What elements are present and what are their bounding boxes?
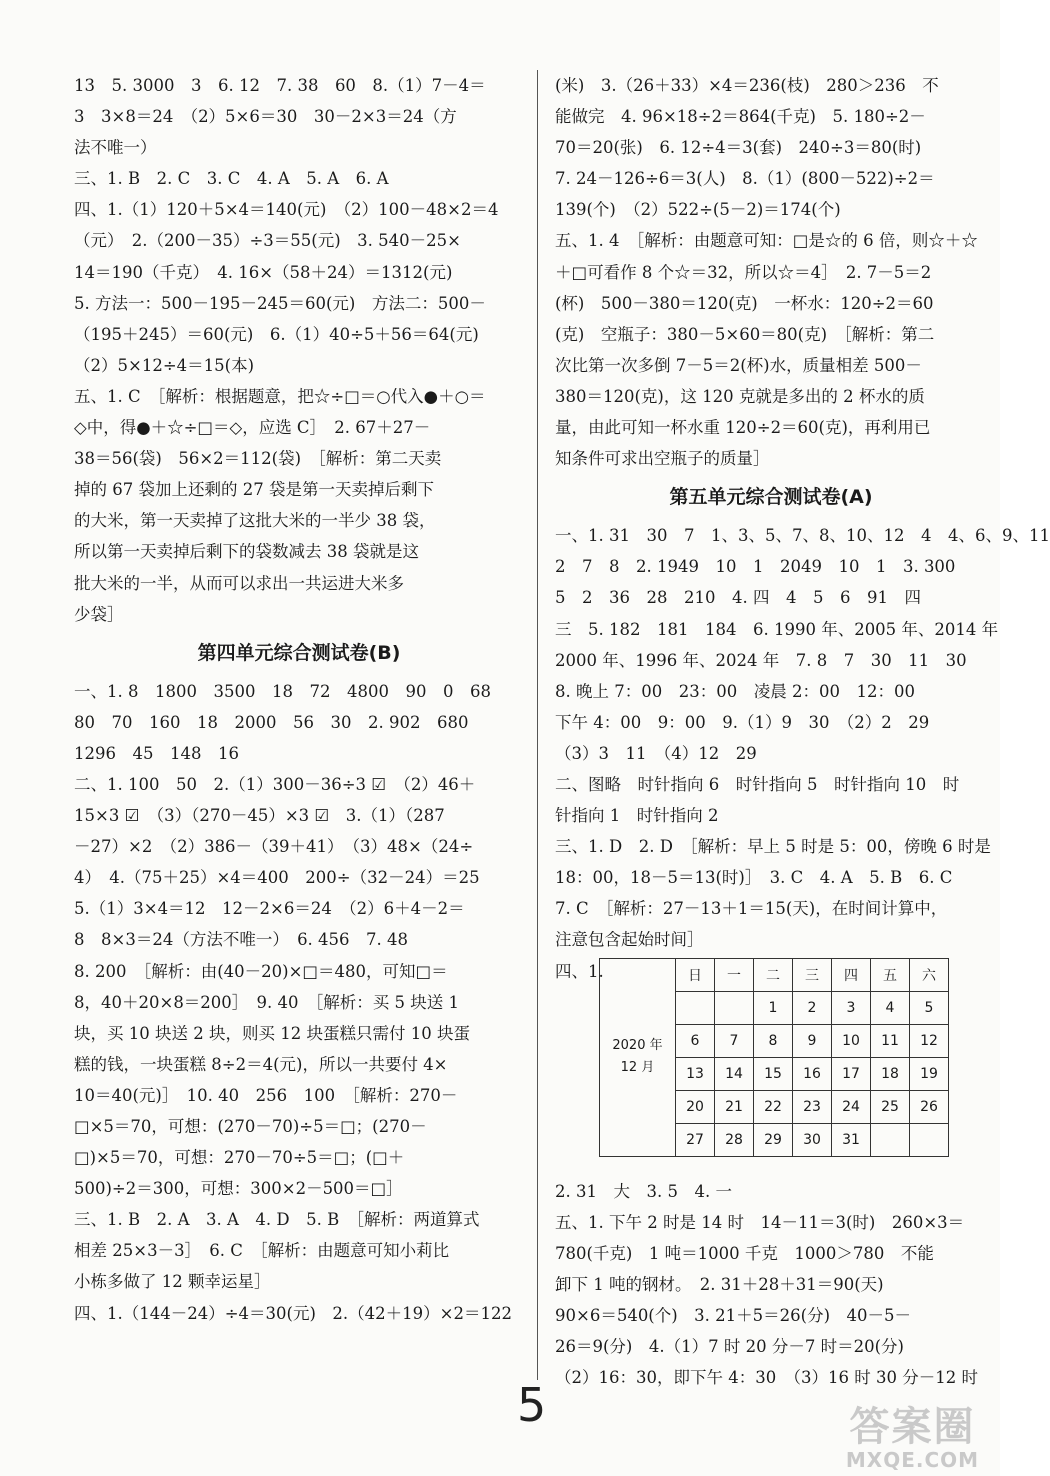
- answer-line: 少袋］: [74, 604, 124, 624]
- calendar-year: 2020 年: [612, 1038, 663, 1054]
- calendar-day-cell: 28: [715, 1123, 754, 1156]
- answer-line: （2）5×12÷4＝15(本): [74, 355, 255, 375]
- answer-line: 1296 45 148 16: [74, 743, 239, 763]
- calendar-day-cell: [676, 991, 715, 1024]
- calendar-day-cell: 12: [910, 1024, 949, 1057]
- answer-line: 法不唯一）: [74, 138, 157, 158]
- calendar-day-cell: 27: [676, 1123, 715, 1156]
- calendar-day-cell: 8: [754, 1024, 793, 1057]
- answer-line: □)×5＝70，可想：270－70÷5＝□；(□＋: [74, 1148, 405, 1168]
- answer-line: 3 3×8＝24 （2）5×6＝30 30－2×3＝24（方: [74, 107, 457, 127]
- calendar-day-cell: 15: [754, 1057, 793, 1090]
- answer-line: □×5＝70，可想：(270－70)÷5＝□；(270－: [74, 1117, 427, 1136]
- answer-line: 二、图略 时针指向 6 时针指向 5 时针指向 10 时: [555, 774, 960, 794]
- answer-line: ◇中，得●＋☆÷□＝◇，应选 C］ 2. 67＋27－: [74, 418, 431, 438]
- answer-line: 量，由此可知一杯水重 120÷2＝60(克)，再利用已: [555, 418, 931, 438]
- calendar-month: 12 月: [620, 1060, 655, 1076]
- answer-line: 次比第一次多倒 7－5＝2(杯)水，质量相差 500－: [555, 355, 922, 375]
- answer-line: 14＝190（千克） 4. 16×（58＋24）＝1312(元): [74, 262, 453, 282]
- answer-line: 相差 25×3－3］ 6. C ［解析：由题意可知小莉比: [74, 1241, 450, 1261]
- watermark-logo: [835, 1405, 990, 1471]
- answer-line: 所以第一天卖掉后剩下的袋数减去 38 袋就是这: [74, 542, 419, 562]
- calendar-day-cell: 4: [871, 991, 910, 1024]
- calendar-weekday-header: 三: [793, 958, 832, 991]
- answer-line: （3）3 11 （4）12 29: [555, 743, 757, 763]
- calendar-day-cell: [715, 991, 754, 1024]
- calendar-day-cell: 13: [676, 1057, 715, 1090]
- right-answers-continued: [555, 70, 987, 474]
- unit-5-test-a-heading: 第五单元综合测试卷(A): [669, 486, 873, 509]
- calendar-day-cell: [871, 1123, 910, 1156]
- calendar-day-cell: 19: [910, 1057, 949, 1090]
- answer-line: 500)÷2＝300，可想：300×2－500＝□］: [74, 1179, 403, 1199]
- answer-line: 2 7 8 2. 1949 10 1 2049 10 1 3. 300: [555, 557, 956, 577]
- answer-line: (米) 3.（26＋33）×4＝236(枝) 280＞236 不: [555, 76, 939, 95]
- answer-line: 90×6＝540(个) 3. 21＋5＝26(分) 40－5－: [555, 1305, 912, 1325]
- column-divider: [537, 70, 538, 1380]
- calendar-day-cell: 22: [754, 1090, 793, 1123]
- right-column: [555, 70, 1050, 1393]
- answer-line: 7. C ［解析：27－13＋1＝15(天)，在时间计算中，: [555, 899, 948, 919]
- calendar-weekday-header: 六: [910, 958, 949, 991]
- answer-line: 8. 晚上 7：00 23：00 凌晨 2：00 12：00: [555, 681, 915, 701]
- left-column: [74, 70, 524, 1329]
- calendar-day-cell: 17: [832, 1057, 871, 1090]
- answer-line: 8，40＋20×8＝200］ 9. 40 ［解析：买 5 块送 1: [74, 992, 460, 1012]
- answer-line: 80 70 160 18 2000 56 30 2. 902 680: [74, 712, 469, 732]
- unit-4-test-b-answers: [74, 676, 524, 1329]
- answer-line: 小栋多做了 12 颗幸运星］: [74, 1272, 271, 1292]
- calendar-day-cell: 29: [754, 1123, 793, 1156]
- answer-line: 能做完 4. 96×18÷2＝864(千克) 5. 180÷2－: [555, 107, 926, 127]
- answer-line: (克) 空瓶子：380－5×60＝80(克) ［解析：第二: [555, 324, 935, 344]
- calendar-question-label: 四、1.: [555, 961, 604, 981]
- calendar-day-cell: 2: [793, 991, 832, 1024]
- answer-line: 26＝9(分) 4.（1）7 时 20 分－7 时＝20(分): [555, 1337, 904, 1356]
- answer-line: (杯) 500－380＝120(克) 一杯水：120÷2＝60: [555, 293, 934, 313]
- answer-line: 五、1. 4 ［解析：由题意可知：□是☆的 6 倍，则☆＋☆: [555, 231, 978, 251]
- calendar-day-cell: 11: [871, 1024, 910, 1057]
- answer-line: ＋□可看作 8 个☆＝32，所以☆＝4］ 2. 7－5＝2: [555, 262, 932, 282]
- calendar-weekday-header: 日: [676, 958, 715, 991]
- answer-line: （195＋245）＝60(元) 6.（1）40÷5＋56＝64(元): [74, 324, 479, 344]
- answer-line: 三、1. D 2. D ［解析：早上 5 时是 5：00，傍晚 6 时是: [555, 837, 991, 857]
- calendar-weekday-header: 二: [754, 958, 793, 991]
- answer-line: 8. 200 ［解析：由(40－20)×□＝480，可知□＝: [74, 961, 448, 981]
- answer-line: 5.（1）3×4＝12 12－2×6＝24 （2）6＋4－2＝: [74, 899, 465, 919]
- answer-line: 掉的 67 袋加上还剩的 27 袋是第一天卖掉后剩下: [74, 480, 434, 500]
- answer-line: 38＝56(袋) 56×2＝112(袋) ［解析：第二天卖: [74, 449, 442, 469]
- left-answers-continued: [74, 70, 524, 630]
- answer-line: 二、1. 100 50 2.（1）300－36÷3 ☑ （2）46＋: [74, 774, 476, 794]
- unit-5-test-a-answers-continued: [555, 1176, 987, 1394]
- answer-line: 三、1. B 2. C 3. C 4. A 5. A 6. A: [74, 169, 389, 189]
- calendar-day-cell: 26: [910, 1090, 949, 1123]
- answer-line: 下午 4：00 9：00 9.（1）9 30 （2）2 29: [555, 712, 930, 732]
- watermark-title: 答案圈: [849, 1404, 976, 1450]
- watermark-url: MXQE.COM: [845, 1448, 980, 1472]
- calendar-weekday-header: 四: [832, 958, 871, 991]
- answer-line: 三 5. 182 181 184 6. 1990 年、2005 年、2014 年: [555, 619, 999, 639]
- answer-line: （元） 2.（200－35）÷3＝55(元) 3. 540－25×: [74, 231, 461, 251]
- answer-line: 7. 24－126÷6＝3(人) 8.（1）(800－522)÷2＝: [555, 169, 935, 189]
- answer-line: 4） 4.（75＋25）×4＝400 200÷（32－24）＝25: [74, 868, 480, 888]
- calendar-weekday-header: 一: [715, 958, 754, 991]
- calendar-day-cell: [910, 1123, 949, 1156]
- answer-line: 8 8×3＝24（方法不唯一） 6. 456 7. 48: [74, 930, 409, 950]
- answer-line: 70＝20(张) 6. 12÷4＝3(套) 240÷3＝80(时): [555, 138, 922, 158]
- answer-line: 三、1. B 2. A 3. A 4. D 5. B ［解析：两道算式: [74, 1210, 480, 1230]
- answer-line: 380＝120(克)，这 120 克就是多出的 2 杯水的质: [555, 386, 925, 406]
- calendar-day-cell: 1: [754, 991, 793, 1024]
- answer-line: 5 2 36 28 210 4. 四 4 5 6 91 四: [555, 588, 921, 608]
- calendar-day-cell: 3: [832, 991, 871, 1024]
- calendar-day-cell: 9: [793, 1024, 832, 1057]
- calendar-day-cell: 20: [676, 1090, 715, 1123]
- answer-line: 四、1.（1）120＋5×4＝140(元) （2）100－48×2＝4: [74, 200, 499, 220]
- answer-line: 注意包含起始时间］: [555, 930, 704, 950]
- calendar-day-cell: 16: [793, 1057, 832, 1090]
- answer-line: 780(千克) 1 吨＝1000 千克 1000＞780 不能: [555, 1243, 934, 1263]
- calendar-day-cell: 23: [793, 1090, 832, 1123]
- answer-line: 块，买 10 块送 2 块，则买 12 块蛋糕只需付 10 块蛋: [74, 1023, 470, 1043]
- calendar-question: [555, 956, 987, 1176]
- answer-line: 针指向 1 时针指向 2: [555, 806, 719, 826]
- december-2020-calendar: [599, 958, 949, 1157]
- calendar-day-cell: 6: [676, 1024, 715, 1057]
- answer-line: 批大米的一半，从而可以求出一共运进大米多: [74, 573, 404, 593]
- answer-line: 一、1. 31 30 7 1、3、5、7、8、10、12 4 4、6、9、11: [555, 526, 1050, 546]
- answer-line: 五、1. 下午 2 时是 14 时 14－11＝3(时) 260×3＝: [555, 1212, 965, 1232]
- calendar-weekday-row: [600, 958, 949, 991]
- unit-4-test-b-heading: 第四单元综合测试卷(B): [197, 641, 401, 664]
- answer-line: 卸下 1 吨的钢材。 2. 31＋28＋31＝90(天): [555, 1274, 884, 1294]
- answer-line: 知条件可求出空瓶子的质量］: [555, 449, 770, 469]
- calendar-day-cell: 21: [715, 1090, 754, 1123]
- answer-line: 一、1. 8 1800 3500 18 72 4800 90 0 68: [74, 681, 491, 701]
- answer-line: 10＝40(元)］ 10. 40 256 100 ［解析：270－: [74, 1085, 458, 1105]
- answer-line: 的大米，第一天卖掉了这批大米的一半少 38 袋，: [74, 511, 436, 531]
- answer-line: （2）16：30，即下午 4：30 （3）16 时 30 分－12 时: [555, 1368, 978, 1388]
- answer-line: 2000 年、1996 年、2024 年 7. 8 7 30 11 30: [555, 650, 967, 670]
- calendar-month-label: [600, 958, 676, 1156]
- page-number: 5: [517, 1378, 547, 1432]
- calendar-day-cell: 5: [910, 991, 949, 1024]
- unit-5-test-a-answers: [555, 520, 1050, 955]
- answer-line: 五、1. C ［解析：根据题意，把☆÷□＝○代入●＋○＝: [74, 386, 486, 406]
- answer-line: 5. 方法一：500－195－245＝60(元) 方法二：500－: [74, 293, 486, 313]
- calendar-weekday-header: 五: [871, 958, 910, 991]
- answer-line: 2. 31 大 3. 5 4. 一: [555, 1181, 732, 1201]
- calendar-day-cell: 18: [871, 1057, 910, 1090]
- answer-line: 15×3 ☑ （3）（270－45）×3 ☑ 3.（1）（287: [74, 806, 445, 826]
- calendar-day-cell: 7: [715, 1024, 754, 1057]
- answer-line: －27）×2 （2）386－（39＋41） （3）48×（24÷: [74, 837, 474, 857]
- answer-line: 四、1.（144－24）÷4＝30(元) 2.（42＋19）×2＝122: [74, 1303, 512, 1323]
- calendar-day-cell: 10: [832, 1024, 871, 1057]
- calendar-day-cell: 24: [832, 1090, 871, 1123]
- calendar-day-cell: 30: [793, 1123, 832, 1156]
- calendar-day-cell: 31: [832, 1123, 871, 1156]
- calendar-day-cell: 25: [871, 1090, 910, 1123]
- answer-line: 13 5. 3000 3 6. 12 7. 38 60 8.（1）7－4＝: [74, 76, 486, 95]
- answer-line: 18：00，18－5＝13(时)］ 3. C 4. A 5. B 6. C: [555, 868, 953, 888]
- calendar-day-cell: 14: [715, 1057, 754, 1090]
- answer-line: 糕的钱，一块蛋糕 8÷2＝4(元)，所以一共要付 4×: [74, 1054, 448, 1074]
- answer-line: 139(个) （2）522÷(5－2)＝174(个): [555, 200, 841, 220]
